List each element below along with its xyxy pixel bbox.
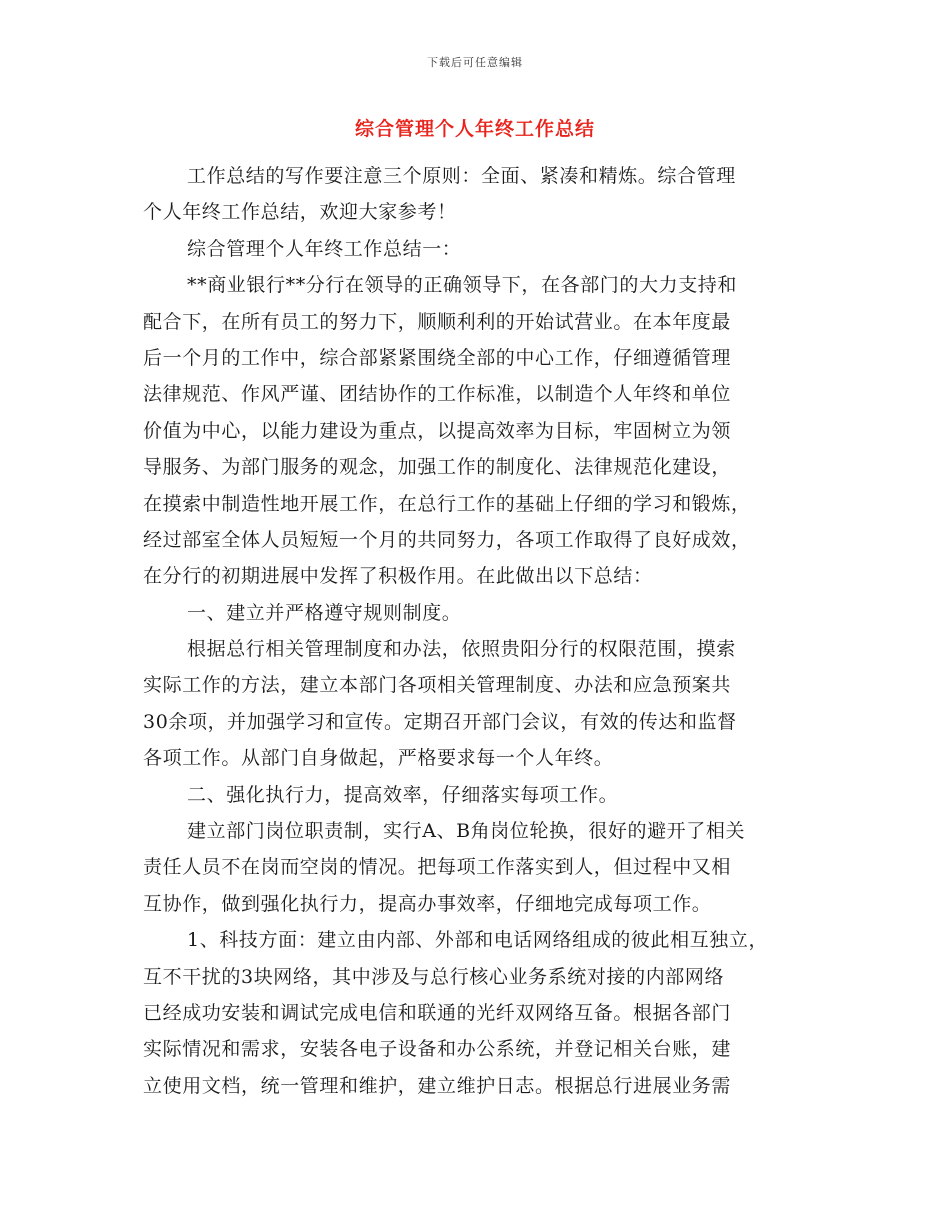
document-body [143,158,823,1104]
text-line: 在摸索中制造性地开展工作，在总行工作的基础上仔细的学习和锻炼， [143,492,751,515]
text-line: 实际情况和需求，安装各电子设备和办公系统，并登记相关台账，建 [143,1038,732,1061]
text-line: 在分行的初期进展中发挥了积极作用。在此做出以下总结： [143,565,653,588]
text-line: 立使用文档，统一管理和维护，建立维护日志。根据总行进展业务需 [143,1074,732,1097]
text-line: 互协作，做到强化执行力，提高办事效率，仔细地完成每项工作。 [143,892,712,915]
text-line: 工作总结的写作要注意三个原则：全面、紧凑和精炼。综合管理 [187,165,736,187]
text-line: 法律规范、作风严谨、团结协作的工作标准，以制造个人年终和单位 [143,383,732,406]
text-line: **商业银行**分行在领导的正确领导下，在各部门的大力支持和 [187,274,738,297]
text-line: 二、强化执行力，提高效率，仔细落实每项工作。 [187,783,619,806]
text-line: 经过部室全体人员短短一个月的共同努力，各项工作取得了良好成效， [143,528,751,551]
text-line: 根据总行相关管理制度和办法，依照贵阳分行的权限范围，摸索 [187,638,736,661]
text-line: 1、科技方面：建立由内部、外部和电话网络组成的彼此相互独立， [187,929,769,952]
text-line: 价值为中心，以能力建设为重点，以提高效率为目标，牢固树立为领 [143,419,732,442]
text-line: 配合下，在所有员工的努力下，顺顺利利的开始试营业。在本年度最 [143,310,732,333]
text-line: 综合管理个人年终工作总结一： [187,237,462,260]
document-title: 综合管理个人年终工作总结 [354,118,595,140]
text-line: 互不干扰的3块网络，其中涉及与总行核心业务系统对接的内部网络 [143,965,725,988]
text-line: 责任人员不在岗而空岗的情况。把每项工作落实到人，但过程中又相 [143,856,732,879]
page-header-note: 下载后可任意编辑 [427,56,523,69]
text-line: 各项工作。从部门自身做起，严格要求每一个人年终。 [143,747,614,770]
text-line: 建立部门岗位职责制，实行A、B角岗位轮换，很好的避开了相关 [187,820,746,843]
text-line: 已经成功安装和调试完成电信和联通的光纤双网络互备。根据各部门 [143,1001,732,1024]
text-line: 实际工作的方法，建立本部门各项相关管理制度、办法和应急预案共 [143,674,732,697]
text-line: 一、建立并严格遵守规则制度。 [187,601,462,624]
text-line: 30余项，并加强学习和宣传。定期召开部门会议，有效的传达和监督 [143,710,737,733]
text-line: 个人年终工作总结，欢迎大家参考！ [143,201,457,224]
text-line: 后一个月的工作中，综合部紧紧围绕全部的中心工作，仔细遵循管理 [143,346,732,369]
text-line: 导服务、为部门服务的观念，加强工作的制度化、法律规范化建设， [143,456,732,479]
